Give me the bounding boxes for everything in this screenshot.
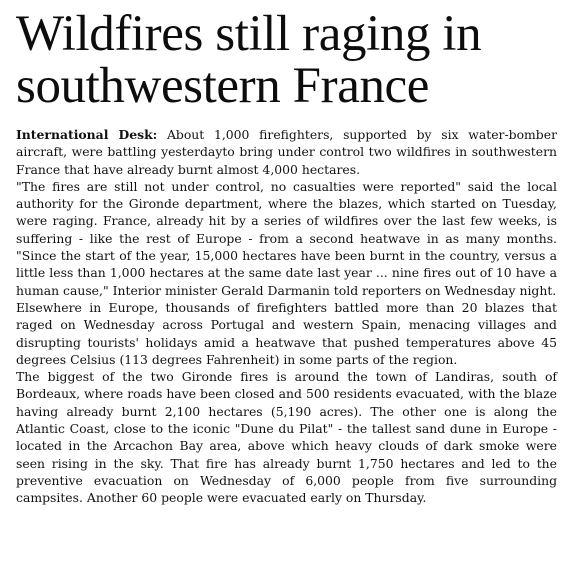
article-paragraph-3: Elsewhere in Europe, thousands of firefighters battled more than 20 blazes that raged on Wednesday across Portugal and western Spain, menacing villages and disrupting tourists' holidays amid a heatwave that pushed temperatures above 45 degrees Celsius (113 degrees Fahrenheit) in some parts of the region. [16, 299, 557, 367]
article-paragraph-1 [16, 126, 557, 178]
article-paragraph-2: "The fires are still not under control, no casualties were reported" said the local authority for the Gironde department, where the blazes, which started on Tuesday, were raging. France, already hit by a series of wildfires over the last few weeks, is suffering - like the rest of Europe - from a second heatwave in as many months. "Since the start of the year, 15,000 hectares have been burnt in the country, versus a little less than 1,000 hectares at the same date last year ... nine fires out of 10 have a human cause," Interior minister Gerald Darmanin told reporters on Wednesday night. [16, 178, 557, 298]
article-headline: Wildfires still raging in southwestern France [16, 6, 482, 114]
article-body [16, 126, 557, 507]
news-article [16, 8, 557, 507]
article-paragraph-4: The biggest of the two Gironde fires is around the town of Landiras, south of Bordeaux, where roads have been closed and 500 residents evacuated, with the blaze having already burnt 2,100 hectares (5,190 acres). The other one is along the Atlantic Coast, close to the iconic "Dune du Pilat" - the tallest sand dune in Europe - located in the Arcachon Bay area, above which heavy clouds of dark smoke were seen rising in the sky. That fire has already burnt 1,750 hectares and led to the preventive evacuation on Wednesday of 6,000 people from five surrounding campsites. Another 60 people were evacuated early on Thursday. [16, 369, 557, 506]
article-dateline: International Desk: [16, 127, 158, 142]
article-paragraph-1-text: About 1,000 firefighters, supported by six water-bomber aircraft, were battling yesterdayto bring under control two wildfires in southwestern France that have already burnt almost 4,000 hectares. [16, 127, 557, 177]
